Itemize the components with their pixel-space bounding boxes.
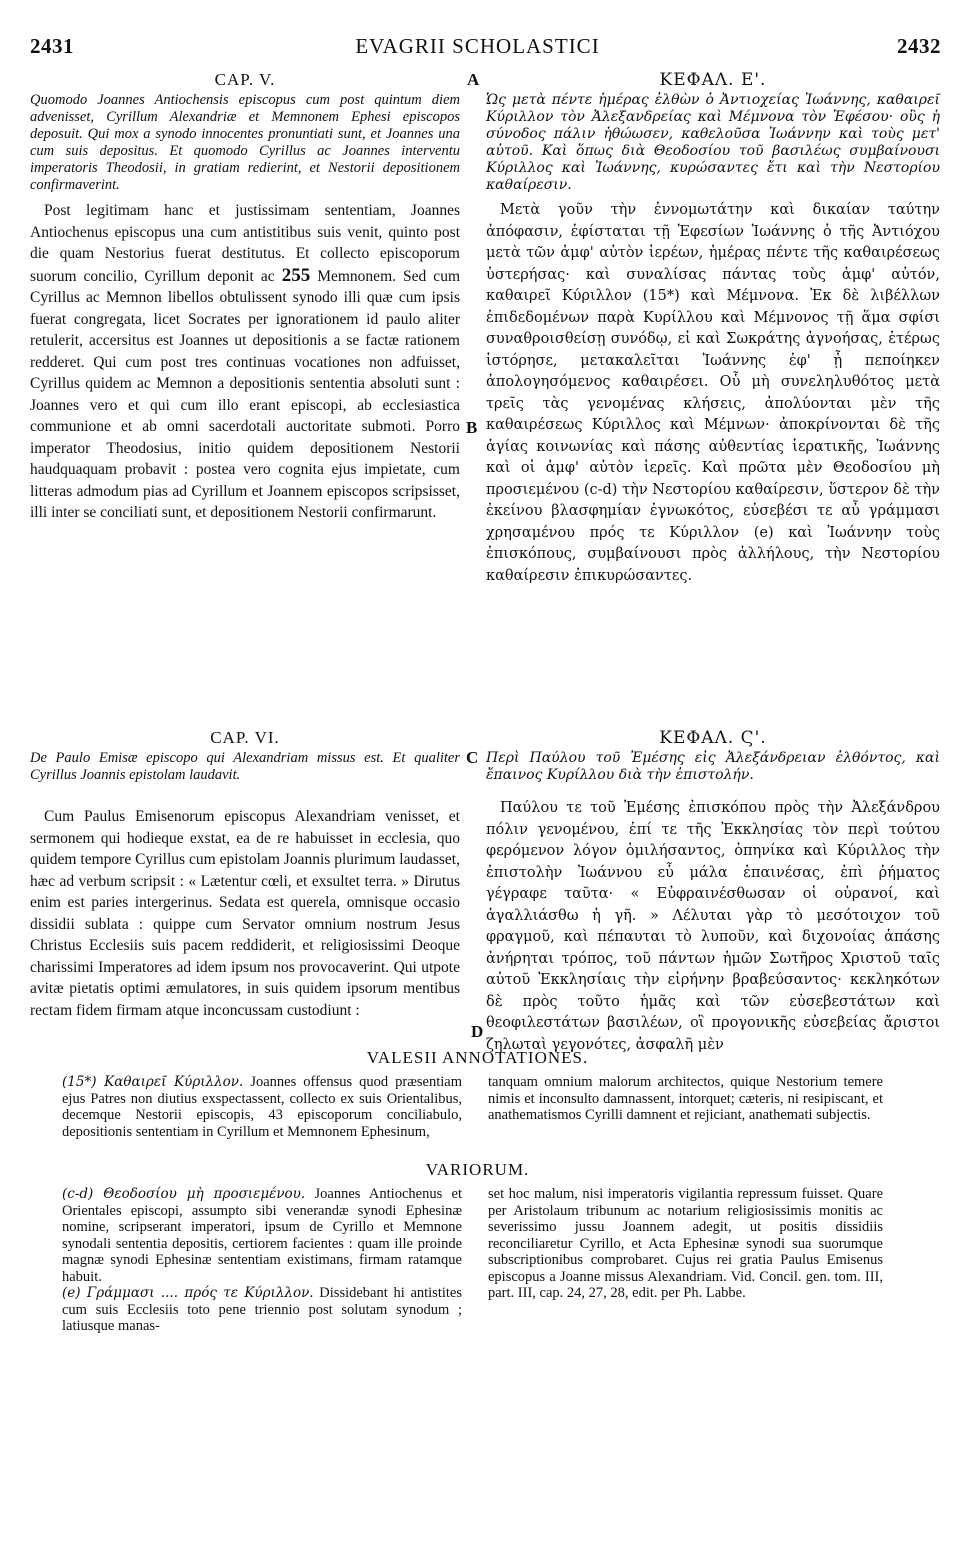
latin-column [30, 70, 460, 524]
valesii-right-text: tanquam omnium malorum architectos, quique Nestorium temere nimis et inconsulto damnassent, intorquet; cæteris, ni resipiscant, et anathematismos Cyrilli damnent et rejiciant, anathemati subjectis. [488, 1074, 883, 1123]
greek-chapter-6 [486, 728, 940, 1056]
greek-chapter-5-text: Μετὰ γοῦν τὴν ἐννομωτάτην καὶ δικαίαν ταύτην ἀπόφασιν, ἐφίσταται τῇ Ἐφεσίων Ἰωάννης ὁ τῆς Ἀντιόχου μετὰ τῶν ἀμφ' αὐτὸν ἱερέων, ἡμέρας πέντε τῆς καθαιρέσεως ὑστερήσας· καὶ συναλίσας πάντας τοὺς ἀμφ' αὐτόν, καθαιρεῖ Κύριλλον (15*) καὶ Μέμνονα. Ἐκ δὲ λιβέλλων ἐπιδεδομένων παρὰ Κυρίλλου καὶ Μέμνονος τῇ ἅμα σφίσι συναθροισθείσῃ συνόδῳ, εἰ καὶ Σωκράτης ἀγνοήσας, ἑτέρως ἱστόρησε, μετακαλεῖται Ἰωάννης ἐφ' ᾗ πεποίηκεν ἀπολογησόμενος καθαιρέσει. Οὗ μὴ συνεληλυθότος μετὰ τρεῖς τὰς γενομένας κλήσεις, ἀπολύονται μὲν τῆς καθαιρέσεως Κύριλλος καὶ Μέμνων· ἀποκρίνονται δὲ τῆς ἁγίας κοινωνίας καὶ πάσης αὐθεντίας ἱερατικῆς, Ἰωάννης καὶ οἱ ἀμφ' αὐτὸν ἱερεῖς. Καὶ πρῶτα μὲν Θεοδοσίου μὴ προσιεμένου (c-d) τὴν Νεστορίου καθαίρεσιν, ὕστερον δὲ τὴν ἐκείνου βλασφημίαν ἐγνωκότος, εὐσεβέσι τε αὖ γράμμασι χρησαμένου πρός τε Κύριλλον (e) καὶ Ἰωάννην τοὺς ἐπισκόπους, συμβαίνουσι πρὸς ἀλλήλους, τὴν Νεστορίου καθαίρεσιν ἐπικυρώσαντες. [486, 202, 940, 584]
variorum-left-cd-text: Joannes Antiochenus et Orientales episcopi, assumpto sibi venerandæ synodi Ephesinæ nomine, scripserant imperatori, ipsum de Cyrillo et Memnone synodali sententia depositis, certiorem facientes : quam ille proinde magnæ synodi Ephesinæ sententiam existimans, firmam ratamque habuit. [62, 1186, 462, 1285]
valesii-lemma: (15*) Καθαιρεῖ Κύριλλον. [62, 1074, 244, 1090]
latin-chapter-6 [30, 728, 460, 1021]
margin-letter-c: C [466, 748, 479, 767]
greek-chapter-6-heading: ΚΕΦΑΛ. Ϛ'. [659, 728, 767, 748]
variorum-note-right [488, 1186, 883, 1302]
margin-letter-a: A [467, 70, 480, 89]
variorum-left-e-text: Dissidebant hi antistites cum suis Ecclesiis toto pene triennio post solutam synodum ; latiusque manas- [62, 1285, 462, 1334]
latin-chapter-5-summary: Quomodo Joannes Antiochensis episcopus cum post quintum diem advenisset, Cyrillum Alexandriæ et Memnonem Ephesi episcopos deposuit. Qui mox a synodo innocentes pronuntiati sunt, et Joannes una cum suis depositus. Et quomodo Cyrillus ac Joannes interventu imperatoris Theodosii, in gratiam redierint, et Nestorii depositionem confirmaverint. [30, 92, 460, 193]
latin-chapter-6-heading: CAP. VI. [210, 728, 280, 747]
column-number: 255 [281, 264, 311, 286]
page-number-right: 2432 [897, 34, 941, 58]
margin-letter-d: D [471, 1022, 484, 1041]
valesii-note-right [488, 1074, 883, 1124]
latin-chapter-6-summary: De Paulo Emisæ episcopo qui Alexandriam missus est. Et qualiter Cyrillus Joannis epistolam laudavit. [30, 750, 460, 783]
greek-chapter-6-summary: Περὶ Παύλου τοῦ Ἐμέσης εἰς Ἀλεξάνδρειαν ἐλθόντος, καὶ ἔπαινος Κυρίλλου διὰ τὴν ἐπιστολήν. [486, 750, 940, 783]
running-title: EVAGRII SCHOLASTICI [355, 34, 600, 58]
valesii-heading: VALESII ANNOTATIONES. [366, 1048, 589, 1067]
page-number-left: 2431 [30, 34, 74, 58]
margin-letter-b: B [466, 418, 478, 437]
greek-column [486, 70, 940, 587]
latin-chapter-5-text [30, 200, 460, 524]
variorum-right-text: set hoc malum, nisi imperatoris vigilantia repressum fuisset. Quare per Aristolaum tribunum ac notarium religiosissimis monitis ac severissimo jussu Joannem adegit, ut positis dissidiis reconciliaretur Cyrillo, et Acta Ephesinæ synodi sua suorumque subscriptionibus comprobaret. Cujus rei gratia Paulus Emisenus episcopus a Joanne missus Alexandriam. Vid. Concil. gen. tom. III, part. III, cap. 24, 27, 28, edit. per Ph. Labbe. [488, 1186, 883, 1301]
variorum-note-left [62, 1186, 462, 1335]
valesii-left-text: Joannes offensus quod præsentiam ejus Patres non diutius exspectassent, collecto ex suis Orientalibus, decemque Nestorii episcopis, 43 episcoporum conciliabulo, depositionis sententiam in Cyrillum et Memnonem Ephesinum, [62, 1074, 462, 1140]
variorum-lemma-e: (e) Γράμμασι .... πρός τε Κύριλλον. [62, 1285, 314, 1301]
latin-chapter-6-text: Cum Paulus Emisenorum episcopus Alexandriam venisset, et sermonem qui hodieque exstat, ea de re habuisset in ecclesia, quo quidem tempore Cyrillus cum epistolam Joannis plurimum laudasset, hæc ad verbum scripsit : « Lætentur cœli, et exsultet terra. » Dirutus enim est paries intergerinus. Sedata est querela, omnisque occasio dissidii sublata : quippe cum Servator omnium nostrum Jesus Christus Ecclesiis suis pacem reddiderit, et religiosissimi Deoque charissimi Imperatores ad idem ipsum nos provocaverint. Qui utpote avitæ pietatis optimi æmulatores, in suis quidem ipsorum mentibus rectam fidem firmam atque inconcussam custodiunt : [30, 808, 460, 1019]
greek-chapter-5-summary: Ὡς μετὰ πέντε ἡμέρας ἐλθὼν ὁ Ἀντιοχείας Ἰωάννης, καθαιρεῖ Κύριλλον τὸν Ἀλεξανδρείας καὶ Μέμνονα τὸν Ἐφέσου· οὓς ἡ σύνοδος πάλιν ἠθώωσεν, καθελοῦσα Ἰωάννην καὶ τοὺς μετ' αὐτοῦ. Καὶ ὅπως διὰ Θεοδοσίου τοῦ βασιλέως συμβαίνουσι Κύριλλος καὶ Ἰωάννης, κυρώσαντες ἔτι καὶ τὴν Νεστορίου καθαίρεσιν. [486, 92, 940, 193]
latin-chapter-5-heading: CAP. V. [214, 70, 276, 89]
variorum-lemma-cd: (c-d) Θεοδοσίου μὴ προσιεμένου. [62, 1186, 306, 1202]
latin-chapter-5-text-b: Memnonem. Sed cum Cyrillus ac Memnon libellos obtulissent synodo illi quæ cum ipsis fuerat congregata, licet Socrates per ignorationem id paulo aliter retulerit, accersitus est Joannes ut depositionis a se factæ rationem redderet. Qui cum post tres continuas vocationes non adfuisset, Cyrillus quidem ac Memnon a depositionis sententia absoluti sunt : Joannes vero et qui cum illo erant episcopi, ab ecclesiastica communione et ab omni sacerdotali auctoritate submoti. Porro imperator Theodosius, initio quidem depositionem Nestorii haudquaquam probavit : postea vero cognita ejus impietate, cum litteras admodum pias ad Cyrillum et Joannem episcopos scripsisset, illi inter se conciliati sunt, et depositionem Nestorii confirmarunt. [30, 267, 460, 521]
greek-chapter-6-text: Παύλου τε τοῦ Ἐμέσης ἐπισκόπου πρὸς τὴν Ἀλεξάνδρου πόλιν γενομένου, ἐπί τε τῆς Ἐκκλησίας τὸν περὶ τούτου φερόμενον λόγον ὁμιλήσαντος, ὁπηνίκα καὶ Κύριλλος τὴν ἐπιστολὴν Ἰωάννου εὖ μάλα ἐπαινέσας, ἐπὶ ῥήματος γέγραφε ταῦτα· « Εὐφραινέσθωσαν οἱ οὐρανοί, καὶ ἀγαλλιάσθω ἡ γῆ. » Λέλυται γὰρ τὸ μεσότοιχον τοῦ φραγμοῦ, καὶ πέπαυται τὸ λυποῦν, καὶ διχονοίας ἁπάσης ἀνήρηται τρόπος, τοῦ πάντων ἡμῶν Σωτῆρος Χριστοῦ ταῖς αὐτοῦ Ἐκκλησίαις τὴν εἰρήνην βραβεύσαντος· κεκληκότων δὲ πρὸς τοῦτο ἡμᾶς καὶ τῶν εὐσεβεστάτων καὶ θεοφιλεστάτων βασιλέων, οἳ προγονικῆς εὐσεβείας ἄριστοι ζηλωταὶ γεγονότες, ἀσφαλῆ μὲν [486, 800, 940, 1053]
valesii-note-left [62, 1074, 462, 1140]
latin-chapter-5-text-a: Post legitimam hanc et justissimam sententiam, Joannes Antiochenus episcopus una cum antistitibus suis venit, quinto post die quam Nestorius fuerat destitutus. Et collecto episcoporum suorum concilio, Cyrillum deponit ac [30, 202, 460, 285]
variorum-heading: VARIORUM. [425, 1160, 530, 1179]
greek-chapter-5-heading: ΚΕΦΑΛ. Ε'. [659, 70, 767, 90]
